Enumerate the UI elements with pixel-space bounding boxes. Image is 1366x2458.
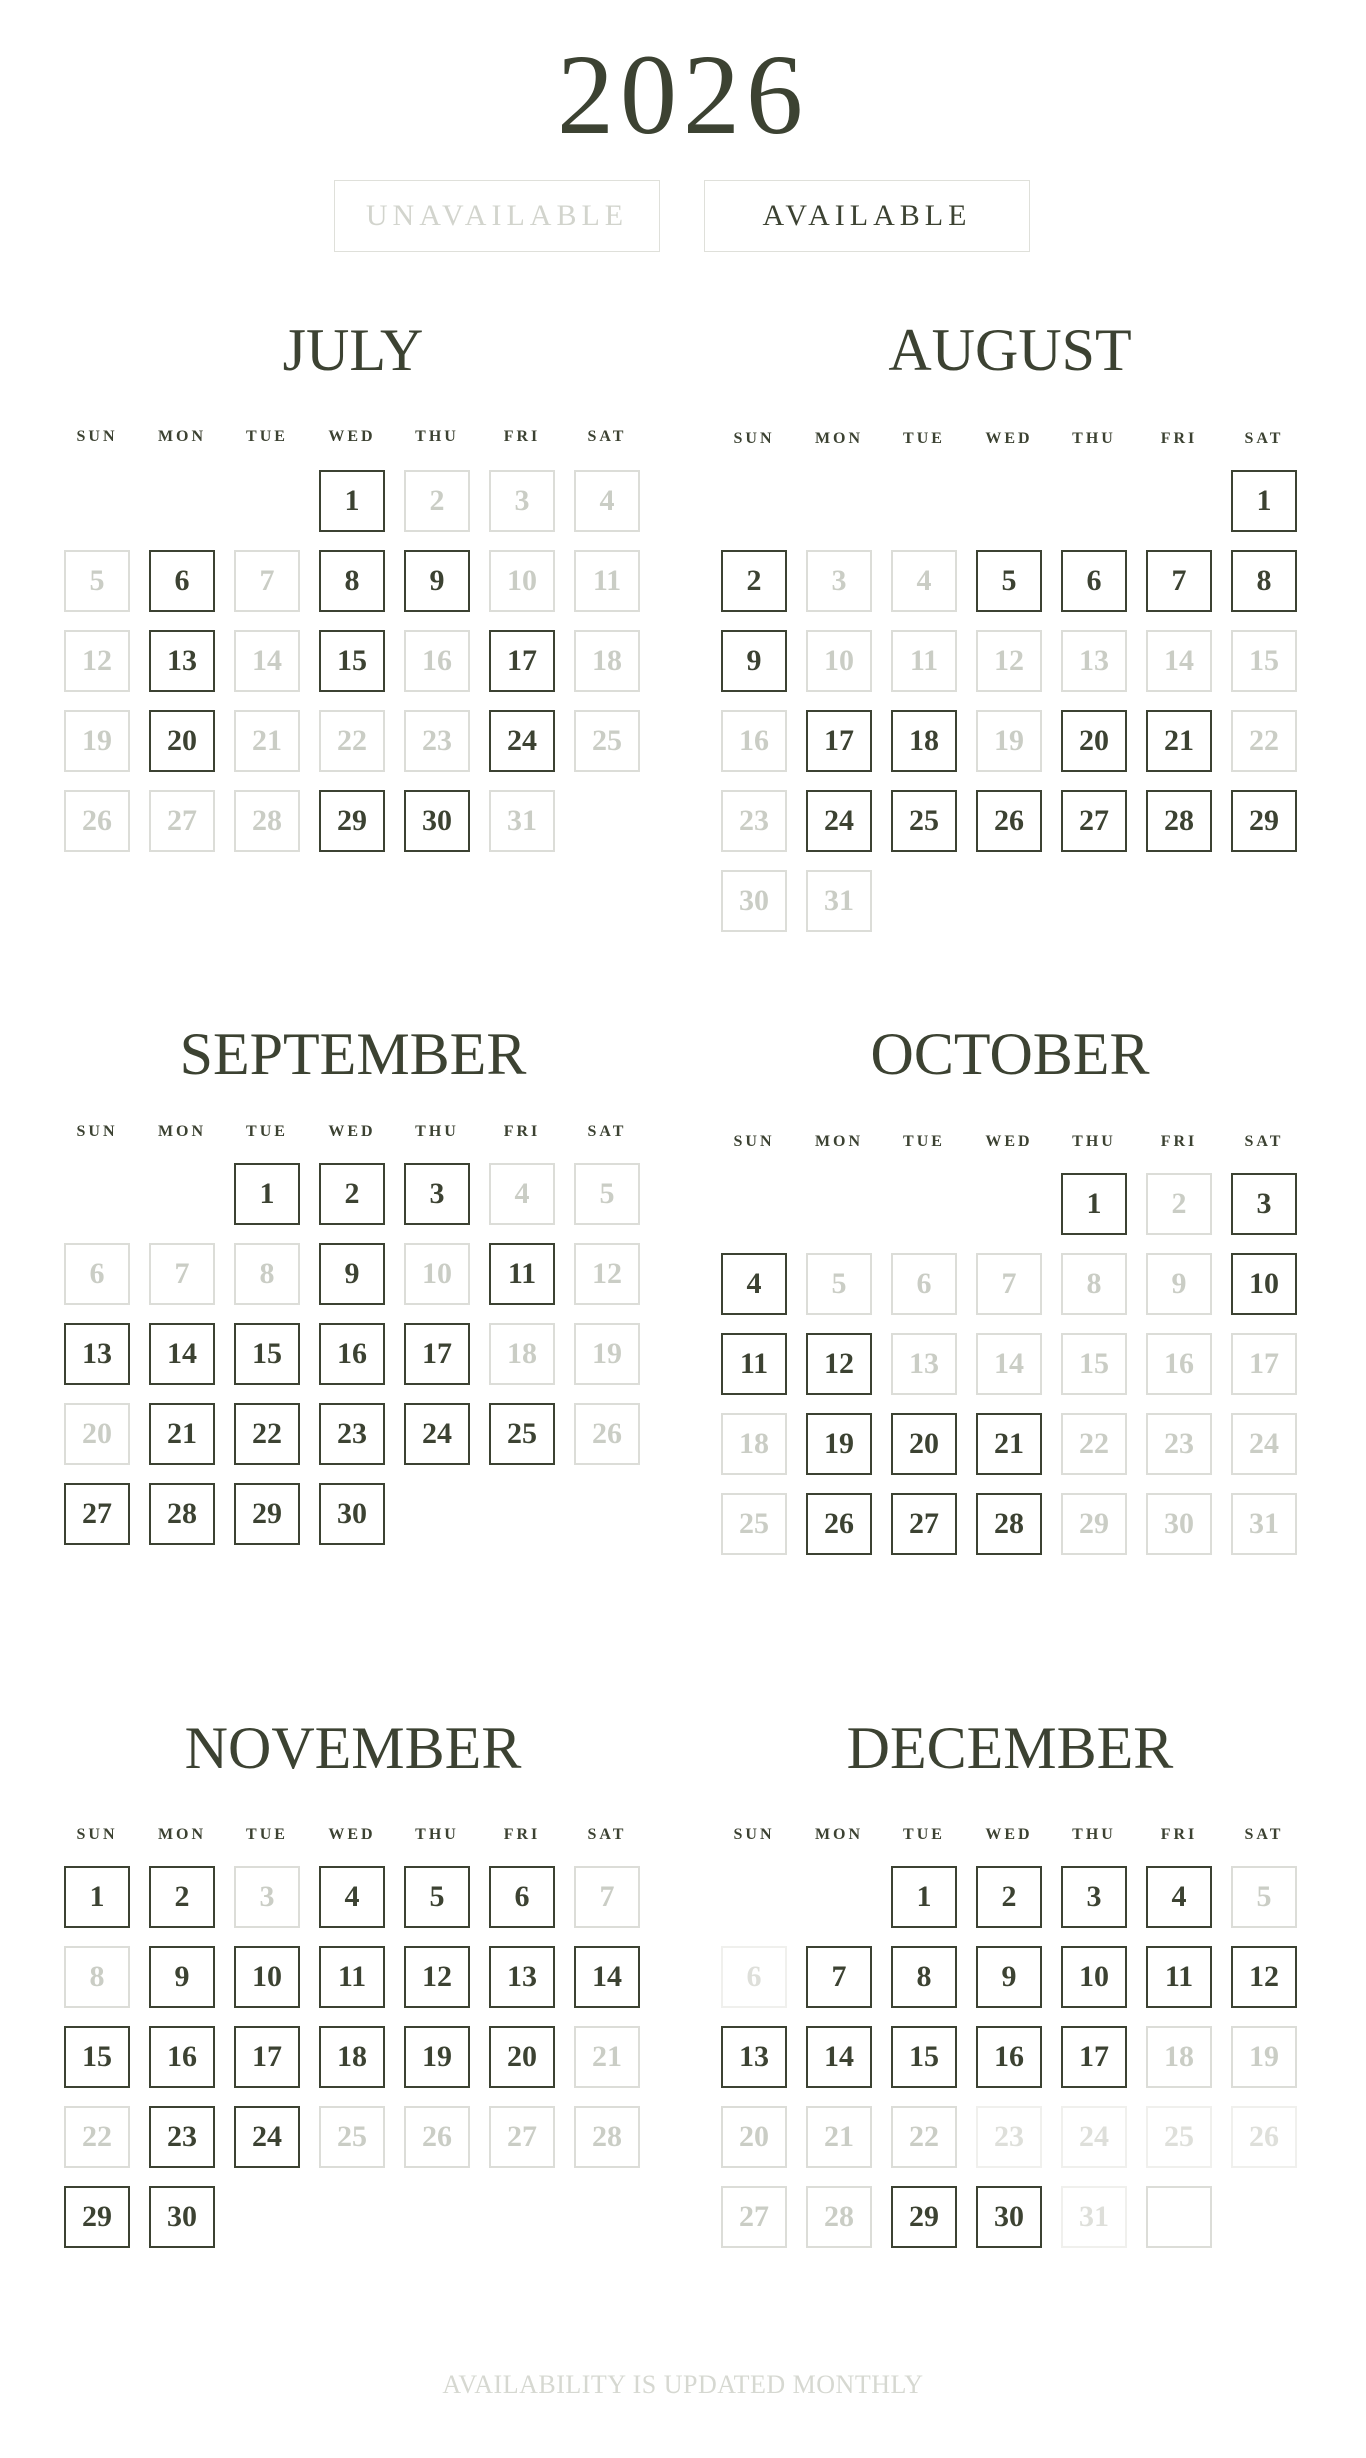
day-cell-17-available[interactable]: 17: [1061, 2026, 1127, 2088]
day-cell-17-available[interactable]: 17: [806, 710, 872, 772]
weekday-header-row: [715, 1133, 1305, 1153]
day-cell-16-available[interactable]: 16: [976, 2026, 1042, 2088]
day-cell-8-unavailable: 8: [1061, 1253, 1127, 1315]
day-cell-29-unavailable: 29: [1061, 1493, 1127, 1555]
weekday-label-sat: SAT: [1244, 1133, 1284, 1150]
day-cell-13-available[interactable]: 13: [489, 1946, 555, 2008]
day-cell-17-unavailable: 17: [1231, 1333, 1297, 1395]
day-cell-23-unavailable: 23: [404, 710, 470, 772]
day-cell-14-available[interactable]: 14: [574, 1946, 640, 2008]
weekday-label-sat: SAT: [1244, 1826, 1284, 1843]
day-cell-30-available[interactable]: 30: [149, 2186, 215, 2248]
weekday-label-fri: FRI: [503, 1826, 541, 1843]
day-cell-7-unavailable: 7: [976, 1253, 1042, 1315]
day-cell-19-unavailable: 19: [574, 1323, 640, 1385]
weekday-label-fri: FRI: [1160, 1133, 1198, 1150]
weekday-label-wed: WED: [328, 1826, 376, 1843]
year-title: 2026: [557, 31, 809, 158]
day-cell-26-unavailable: 26: [404, 2106, 470, 2168]
day-cell-6-available[interactable]: 6: [489, 1866, 555, 1928]
weekday-label-tue: TUE: [903, 1133, 945, 1150]
day-cell-5-unavailable: 5: [1231, 1866, 1297, 1928]
day-cell-30-available[interactable]: 30: [976, 2186, 1042, 2248]
day-cell-23-available[interactable]: 23: [149, 2106, 215, 2168]
day-cell-29-available[interactable]: 29: [1231, 790, 1297, 852]
weekday-header-row: [58, 428, 648, 448]
day-cell-5-available[interactable]: 5: [404, 1866, 470, 1928]
day-cell-25-unavailable: 25: [1146, 2106, 1212, 2168]
day-cell-30-unavailable: 30: [1146, 1493, 1212, 1555]
day-cell-12-unavailable: 12: [574, 1243, 640, 1305]
weekday-label-thu: THU: [1072, 1826, 1116, 1843]
day-cell-1-available[interactable]: 1: [64, 1866, 130, 1928]
day-cell-18-available[interactable]: 18: [891, 710, 957, 772]
day-cell-29-available[interactable]: 29: [891, 2186, 957, 2248]
weekday-label-wed: WED: [328, 1123, 376, 1140]
day-cell-11-available[interactable]: 11: [319, 1946, 385, 2008]
day-cell-3-unavailable: 3: [806, 550, 872, 612]
day-cell-3-unavailable: 3: [489, 470, 555, 532]
day-cell-27-available[interactable]: 27: [1061, 790, 1127, 852]
day-cell-14-unavailable: 14: [1146, 630, 1212, 692]
day-cell-20-available[interactable]: 20: [891, 1413, 957, 1475]
weekday-label-sun: SUN: [733, 1133, 775, 1150]
day-cell-22-unavailable: 22: [319, 710, 385, 772]
weekday-label-tue: TUE: [246, 1123, 288, 1140]
day-cell-4-available[interactable]: 4: [319, 1866, 385, 1928]
weekday-label-wed: WED: [328, 428, 376, 445]
weekday-label-mon: MON: [814, 1133, 864, 1150]
day-cell-21-available[interactable]: 21: [976, 1413, 1042, 1475]
day-cell-22-unavailable: 22: [891, 2106, 957, 2168]
available-legend-button[interactable]: AVAILABLE: [704, 180, 1030, 252]
weekday-label-wed: WED: [985, 1133, 1033, 1150]
day-cell-28-unavailable: 28: [574, 2106, 640, 2168]
month-title: NOVEMBER: [184, 1715, 522, 1781]
day-cell-11-unavailable: 11: [891, 630, 957, 692]
day-cell-6-unavailable: 6: [891, 1253, 957, 1315]
day-cell-16-unavailable: 16: [1146, 1333, 1212, 1395]
day-cell-10-unavailable: 10: [489, 550, 555, 612]
weekday-label-sun: SUN: [733, 430, 775, 447]
day-cell-23-unavailable: 23: [976, 2106, 1042, 2168]
day-cell-1-available[interactable]: 1: [891, 1866, 957, 1928]
day-cell-4-unavailable: 4: [489, 1163, 555, 1225]
day-cell-7-available[interactable]: 7: [806, 1946, 872, 2008]
weekday-label-thu: THU: [415, 1123, 459, 1140]
day-cell-10-unavailable: 10: [806, 630, 872, 692]
day-cell-9-available[interactable]: 9: [149, 1946, 215, 2008]
day-cell-8-unavailable: 8: [234, 1243, 300, 1305]
day-cell-16-available[interactable]: 16: [149, 2026, 215, 2088]
weekday-label-thu: THU: [415, 1826, 459, 1843]
weekday-label-sun: SUN: [733, 1826, 775, 1843]
day-cell-17-available[interactable]: 17: [234, 2026, 300, 2088]
day-cell-6-available[interactable]: 6: [1061, 550, 1127, 612]
day-cell-26-available[interactable]: 26: [806, 1493, 872, 1555]
day-cell-30-unavailable: 30: [721, 870, 787, 932]
day-cell-18-unavailable: 18: [721, 1413, 787, 1475]
day-cell-14-unavailable: 14: [976, 1333, 1042, 1395]
day-cell-27-unavailable: 27: [721, 2186, 787, 2248]
day-cell-9-available[interactable]: 9: [721, 630, 787, 692]
day-cell-8-available[interactable]: 8: [319, 550, 385, 612]
day-cell-3-available[interactable]: 3: [1231, 1173, 1297, 1235]
day-cell-4-unavailable: 4: [891, 550, 957, 612]
day-cell-15-unavailable: 15: [1231, 630, 1297, 692]
month-title: DECEMBER: [846, 1715, 1174, 1781]
day-cell-5-unavailable: 5: [64, 550, 130, 612]
day-cell-20-unavailable: 20: [721, 2106, 787, 2168]
day-cell-10-available[interactable]: 10: [1231, 1253, 1297, 1315]
day-cell-19-unavailable: 19: [64, 710, 130, 772]
weekday-label-tue: TUE: [246, 1826, 288, 1843]
weekday-header-row: [58, 1826, 648, 1846]
day-cell-19-unavailable: 19: [1231, 2026, 1297, 2088]
day-cell-23-unavailable: 23: [721, 790, 787, 852]
weekday-label-fri: FRI: [503, 1123, 541, 1140]
day-cell-2-available[interactable]: 2: [149, 1866, 215, 1928]
footer-note: AVAILABILITY IS UPDATED MONTHLY: [442, 2370, 924, 2399]
day-cell-22-unavailable: 22: [1061, 1413, 1127, 1475]
day-cell-4-available[interactable]: 4: [1146, 1866, 1212, 1928]
day-cell-25-unavailable: 25: [721, 1493, 787, 1555]
day-cell-7-unavailable: 7: [574, 1866, 640, 1928]
day-cell-24-available[interactable]: 24: [806, 790, 872, 852]
day-cell-4-available[interactable]: 4: [721, 1253, 787, 1315]
weekday-label-sun: SUN: [76, 428, 118, 445]
day-cell-12-unavailable: 12: [976, 630, 1042, 692]
day-cell-13-available[interactable]: 13: [64, 1323, 130, 1385]
day-cell-5-unavailable: 5: [574, 1163, 640, 1225]
day-cell-25-unavailable: 25: [319, 2106, 385, 2168]
day-cell-31-unavailable: 31: [806, 870, 872, 932]
day-cell-28-unavailable: 28: [234, 790, 300, 852]
day-cell-20-available[interactable]: 20: [1061, 710, 1127, 772]
weekday-label-sat: SAT: [587, 1826, 627, 1843]
day-cell-7-available[interactable]: 7: [1146, 550, 1212, 612]
month-title: AUGUST: [888, 317, 1132, 383]
day-cell-15-available[interactable]: 15: [64, 2026, 130, 2088]
day-cell-9-available[interactable]: 9: [404, 550, 470, 612]
day-cell-31-unavailable: 31: [1231, 1493, 1297, 1555]
day-cell-30-available[interactable]: 30: [319, 1483, 385, 1545]
day-cell-15-available[interactable]: 15: [319, 630, 385, 692]
day-cell-9-available[interactable]: 9: [976, 1946, 1042, 2008]
weekday-header-row: [715, 1826, 1305, 1846]
day-cell-19-available[interactable]: 19: [404, 2026, 470, 2088]
day-cell-25-unavailable: 25: [574, 710, 640, 772]
day-cell-1-available[interactable]: 1: [234, 1163, 300, 1225]
day-cell-15-unavailable: 15: [1061, 1333, 1127, 1395]
day-cell-26-available[interactable]: 26: [976, 790, 1042, 852]
day-cell-26-unavailable: 26: [64, 790, 130, 852]
weekday-label-mon: MON: [157, 1826, 207, 1843]
day-cell-9-available[interactable]: 9: [319, 1243, 385, 1305]
weekday-label-sun: SUN: [76, 1826, 118, 1843]
month-title: JULY: [282, 317, 424, 383]
day-cell-24-available[interactable]: 24: [489, 710, 555, 772]
day-cell-14-unavailable: 14: [234, 630, 300, 692]
day-cell-24-available[interactable]: 24: [234, 2106, 300, 2168]
day-cell-12-available[interactable]: 12: [806, 1333, 872, 1395]
day-cell-27-available[interactable]: 27: [64, 1483, 130, 1545]
day-cell-21-unavailable: 21: [806, 2106, 872, 2168]
day-cell-7-unavailable: 7: [149, 1243, 215, 1305]
day-cell-18-unavailable: 18: [1146, 2026, 1212, 2088]
day-cell-29-available[interactable]: 29: [319, 790, 385, 852]
day-cell-8-unavailable: 8: [64, 1946, 130, 2008]
day-cell-2-unavailable: 2: [404, 470, 470, 532]
day-cell-6-available[interactable]: 6: [149, 550, 215, 612]
weekday-label-sat: SAT: [1244, 430, 1284, 447]
day-cell-24-unavailable: 24: [1231, 1413, 1297, 1475]
day-cell-31-unavailable: 31: [489, 790, 555, 852]
day-cell-2-available[interactable]: 2: [721, 550, 787, 612]
day-cell-27-unavailable: 27: [149, 790, 215, 852]
weekday-label-mon: MON: [814, 430, 864, 447]
day-cell-11-unavailable: 11: [574, 550, 640, 612]
day-cell-11-available[interactable]: 11: [721, 1333, 787, 1395]
day-cell-3-available[interactable]: 3: [404, 1163, 470, 1225]
day-cell-10-available[interactable]: 10: [234, 1946, 300, 2008]
weekday-label-wed: WED: [985, 430, 1033, 447]
weekday-header-row: [58, 1123, 648, 1143]
day-cell-29-available[interactable]: 29: [64, 2186, 130, 2248]
day-cell-8-available[interactable]: 8: [1231, 550, 1297, 612]
day-cell-16-unavailable: 16: [404, 630, 470, 692]
day-cell-21-available[interactable]: 21: [1146, 710, 1212, 772]
day-cell-10-unavailable: 10: [404, 1243, 470, 1305]
day-cell-1-available[interactable]: 1: [319, 470, 385, 532]
weekday-label-thu: THU: [415, 428, 459, 445]
day-cell-15-available[interactable]: 15: [891, 2026, 957, 2088]
weekday-label-fri: FRI: [503, 428, 541, 445]
day-cell-5-available[interactable]: 5: [976, 550, 1042, 612]
day-cell-12-unavailable: 12: [64, 630, 130, 692]
day-cell-20-unavailable: 20: [64, 1403, 130, 1465]
weekday-label-wed: WED: [985, 1826, 1033, 1843]
day-cell-21-available[interactable]: 21: [149, 1403, 215, 1465]
day-cell-12-available[interactable]: 12: [1231, 1946, 1297, 2008]
day-cell-23-unavailable: 23: [1146, 1413, 1212, 1475]
weekday-label-sat: SAT: [587, 1123, 627, 1140]
day-cell-28-available[interactable]: 28: [1146, 790, 1212, 852]
day-cell-9-unavailable: 9: [1146, 1253, 1212, 1315]
month-title: SEPTEMBER: [179, 1021, 527, 1087]
weekday-label-tue: TUE: [903, 1826, 945, 1843]
day-cell-31-unavailable: 31: [1061, 2186, 1127, 2248]
weekday-label-mon: MON: [157, 1123, 207, 1140]
day-cell-18-unavailable: 18: [489, 1323, 555, 1385]
day-cell-8-available[interactable]: 8: [891, 1946, 957, 2008]
day-cell-3-unavailable: 3: [234, 1866, 300, 1928]
day-cell-27-available[interactable]: 27: [891, 1493, 957, 1555]
day-cell-2-available[interactable]: 2: [319, 1163, 385, 1225]
day-cell-19-available[interactable]: 19: [806, 1413, 872, 1475]
day-cell-16-unavailable: 16: [721, 710, 787, 772]
day-cell-15-available[interactable]: 15: [234, 1323, 300, 1385]
day-cell-13-unavailable: 13: [1061, 630, 1127, 692]
unavailable-legend-button[interactable]: UNAVAILABLE: [334, 180, 660, 252]
day-cell-7-unavailable: 7: [234, 550, 300, 612]
day-cell-29-available[interactable]: 29: [234, 1483, 300, 1545]
day-cell-22-unavailable: 22: [1231, 710, 1297, 772]
day-cell-20-available[interactable]: 20: [149, 710, 215, 772]
day-cell-2-unavailable: 2: [1146, 1173, 1212, 1235]
day-cell-22-unavailable: 22: [64, 2106, 130, 2168]
day-cell-13-unavailable: 13: [891, 1333, 957, 1395]
day-cell-19-unavailable: 19: [976, 710, 1042, 772]
weekday-label-fri: FRI: [1160, 430, 1198, 447]
day-cell-30-available[interactable]: 30: [404, 790, 470, 852]
day-cell-13-available[interactable]: 13: [149, 630, 215, 692]
day-cell-25-available[interactable]: 25: [891, 790, 957, 852]
weekday-label-thu: THU: [1072, 430, 1116, 447]
day-cell-13-available[interactable]: 13: [721, 2026, 787, 2088]
day-cell-2-available[interactable]: 2: [976, 1866, 1042, 1928]
day-cell-28-available[interactable]: 28: [149, 1483, 215, 1545]
day-cell-3-available[interactable]: 3: [1061, 1866, 1127, 1928]
day-cell-18-unavailable: 18: [574, 630, 640, 692]
day-cell-28-unavailable: 28: [806, 2186, 872, 2248]
day-cell-4-unavailable: 4: [574, 470, 640, 532]
weekday-label-fri: FRI: [1160, 1826, 1198, 1843]
weekday-label-mon: MON: [157, 428, 207, 445]
weekday-label-thu: THU: [1072, 1133, 1116, 1150]
day-cell-16-available[interactable]: 16: [319, 1323, 385, 1385]
day-cell-21-unavailable: 21: [234, 710, 300, 772]
day-cell-22-available[interactable]: 22: [234, 1403, 300, 1465]
day-cell-26-unavailable: 26: [574, 1403, 640, 1465]
month-title: OCTOBER: [870, 1021, 1150, 1087]
day-cell-11-available[interactable]: 11: [1146, 1946, 1212, 2008]
weekday-label-sun: SUN: [76, 1123, 118, 1140]
day-cell-1-available[interactable]: 1: [1061, 1173, 1127, 1235]
day-cell-17-available[interactable]: 17: [489, 630, 555, 692]
day-cell-14-available[interactable]: 14: [806, 2026, 872, 2088]
empty-day-cell: [1146, 2186, 1212, 2248]
day-cell-18-available[interactable]: 18: [319, 2026, 385, 2088]
day-cell-25-available[interactable]: 25: [489, 1403, 555, 1465]
day-cell-6-unavailable: 6: [64, 1243, 130, 1305]
day-cell-20-available[interactable]: 20: [489, 2026, 555, 2088]
day-cell-10-available[interactable]: 10: [1061, 1946, 1127, 2008]
day-cell-5-unavailable: 5: [806, 1253, 872, 1315]
day-cell-24-unavailable: 24: [1061, 2106, 1127, 2168]
weekday-label-tue: TUE: [903, 430, 945, 447]
day-cell-26-unavailable: 26: [1231, 2106, 1297, 2168]
weekday-header-row: [715, 430, 1305, 450]
weekday-label-sat: SAT: [587, 428, 627, 445]
day-cell-23-available[interactable]: 23: [319, 1403, 385, 1465]
day-cell-24-available[interactable]: 24: [404, 1403, 470, 1465]
weekday-label-tue: TUE: [246, 428, 288, 445]
day-cell-6-unavailable: 6: [721, 1946, 787, 2008]
day-cell-21-unavailable: 21: [574, 2026, 640, 2088]
day-cell-28-available[interactable]: 28: [976, 1493, 1042, 1555]
weekday-label-mon: MON: [814, 1826, 864, 1843]
day-cell-27-unavailable: 27: [489, 2106, 555, 2168]
day-cell-17-available[interactable]: 17: [404, 1323, 470, 1385]
day-cell-12-available[interactable]: 12: [404, 1946, 470, 2008]
day-cell-14-available[interactable]: 14: [149, 1323, 215, 1385]
day-cell-1-available[interactable]: 1: [1231, 470, 1297, 532]
day-cell-11-available[interactable]: 11: [489, 1243, 555, 1305]
